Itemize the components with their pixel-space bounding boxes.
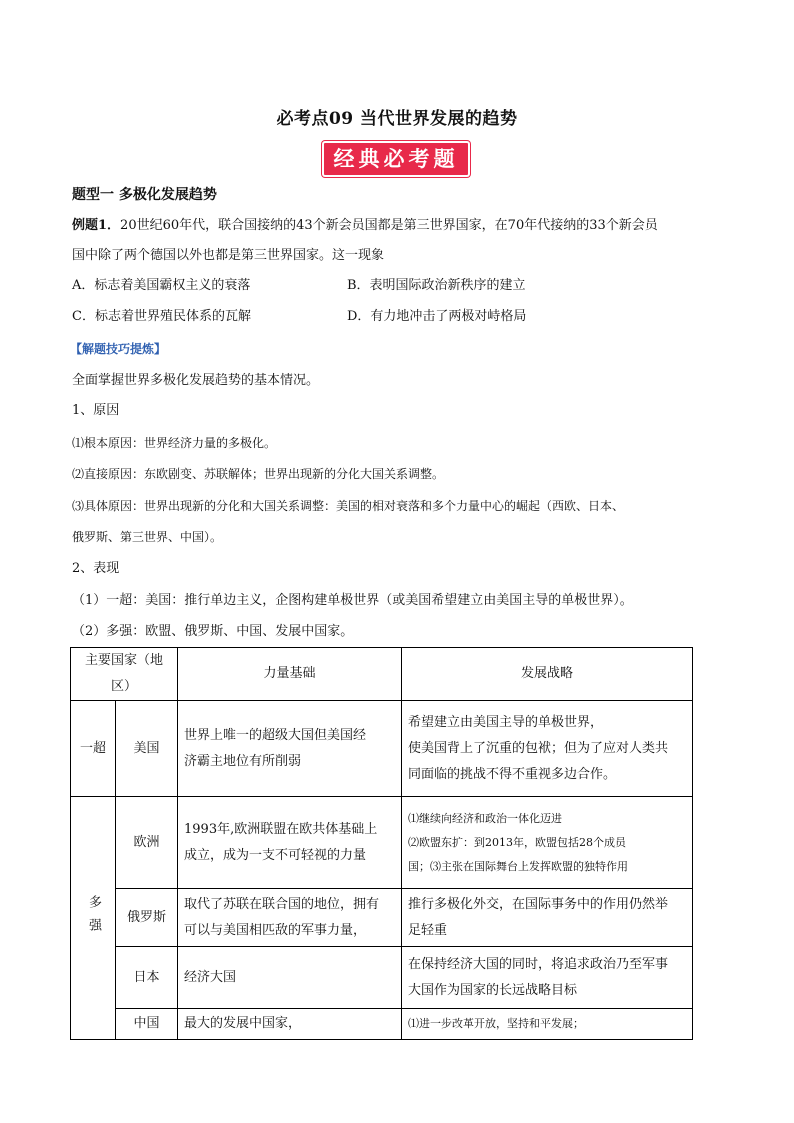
reason-item: ⑶具体原因：世界出现新的分化和大国关系调整：美国的相对衰落和多个力量中心的崛起（西欧、日本、 — [72, 499, 625, 513]
basis-cell — [178, 889, 402, 947]
reason-item: 俄罗斯、第三世界、中国）。 — [72, 530, 223, 544]
strategy-line: 足轻重 — [408, 922, 448, 938]
strategy-line: ⑵欧盟东扩：到2013年，欧盟包括28个成员 — [408, 835, 627, 849]
option-a: A．标志着美国霸权主义的衰落 — [72, 278, 251, 293]
basis-line: 1993年,欧洲联盟在欧共体基础上 — [184, 821, 378, 837]
header-country: 主要国家（地区） — [71, 648, 178, 701]
option-d: D．有力地冲击了两极对峙格局 — [347, 309, 527, 324]
strategy-line: 国；⑶主张在国际舞台上发挥欧盟的独特作用 — [408, 859, 629, 873]
strategy-line: 大国作为国家的长远战略目标 — [408, 982, 578, 998]
strategy-cell — [402, 797, 693, 889]
strategy-cell — [402, 1009, 693, 1040]
country-cell: 日本 — [116, 947, 178, 1009]
example-text-1: 20世纪60年代，联合国接纳的43个新会员国都是第三世界国家，在70年代接纳的33个新会员 — [120, 218, 658, 233]
basis-line: 最大的发展中国家， — [184, 1016, 302, 1031]
strategy-line: 希望建立由美国主导的单极世界， — [408, 714, 604, 730]
classic-questions-badge: 经典必考题 — [322, 141, 470, 177]
summary-text: 全面掌握世界多极化发展趋势的基本情况。 — [72, 373, 320, 388]
group-multipolar-label: 多强 — [86, 895, 101, 941]
table-row — [71, 701, 693, 797]
basis-cell — [178, 947, 402, 1009]
tips-title: 【解题技巧提炼】 — [70, 342, 167, 356]
strategy-line: 使美国背上了沉重的包袱；但为了应对人类共 — [408, 740, 669, 756]
reason-item: ⑴根本原因：世界经济力量的多极化。 — [72, 436, 277, 450]
basis-line: 可以与美国相匹敌的军事力量， — [184, 922, 367, 938]
basis-line: 成立，成为一支不可轻视的力量 — [184, 847, 367, 863]
strategy-line: ⑴进一步改革开放，坚持和平发展； — [408, 1017, 585, 1030]
powers-table — [70, 647, 693, 1040]
reasons-heading: 1、原因 — [72, 403, 120, 418]
basis-line: 取代了苏联在联合国的地位，拥有 — [184, 896, 380, 912]
example-label: 例题1． — [72, 218, 121, 233]
table-row — [71, 889, 693, 947]
strategy-cell — [402, 947, 693, 1009]
header-strategy: 发展战略 — [402, 648, 693, 701]
header-basis: 力量基础 — [178, 648, 402, 701]
country-cell: 欧洲 — [116, 797, 178, 889]
basis-line: 世界上唯一的超级大国但美国经 — [184, 727, 367, 743]
strategy-line: 在保持经济大国的同时，将追求政治乃至军事 — [408, 956, 669, 972]
table-row — [71, 797, 693, 889]
table-row — [71, 947, 693, 1009]
manifest-heading: 2、表现 — [72, 561, 120, 576]
table-row — [71, 1009, 693, 1040]
table-header-row — [71, 648, 693, 701]
basis-cell — [178, 797, 402, 889]
manifest-item: （1）一超：美国：推行单边主义，企图构建单极世界（或美国希望建立由美国主导的单极世界）。 — [72, 593, 633, 608]
section-title: 题型一 多极化发展趋势 — [72, 187, 217, 203]
country-cell: 美国 — [116, 701, 178, 797]
option-b: B．表明国际政治新秩序的建立 — [347, 278, 526, 293]
basis-line: 济霸主地位有所削弱 — [184, 753, 302, 769]
strategy-cell — [402, 889, 693, 947]
group-superpower: 一超 — [71, 701, 116, 797]
reason-item: ⑵直接原因：东欧剧变、苏联解体；世界出现新的分化大国关系调整。 — [72, 467, 445, 481]
strategy-line: 推行多极化外交，在国际事务中的作用仍然举 — [408, 896, 669, 912]
page-title: 必考点09 当代世界发展的趋势 — [276, 109, 518, 129]
country-cell: 俄罗斯 — [116, 889, 178, 947]
example-line-2: 国中除了两个德国以外也都是第三世界国家。这一现象 — [72, 248, 385, 263]
country-cell: 中国 — [116, 1009, 178, 1040]
manifest-item: （2）多强：欧盟、俄罗斯、中国、发展中国家。 — [72, 624, 354, 639]
example-line-1 — [72, 213, 658, 239]
strategy-cell — [402, 701, 693, 797]
option-c: C．标志着世界殖民体系的瓦解 — [72, 309, 251, 324]
basis-cell — [178, 701, 402, 797]
basis-cell — [178, 1009, 402, 1040]
group-multipolar — [71, 797, 116, 1040]
basis-line: 经济大国 — [184, 969, 237, 985]
strategy-line: ⑴继续向经济和政治一体化迈进 — [408, 811, 563, 825]
strategy-line: 同面临的挑战不得不重视多边合作。 — [408, 766, 617, 782]
